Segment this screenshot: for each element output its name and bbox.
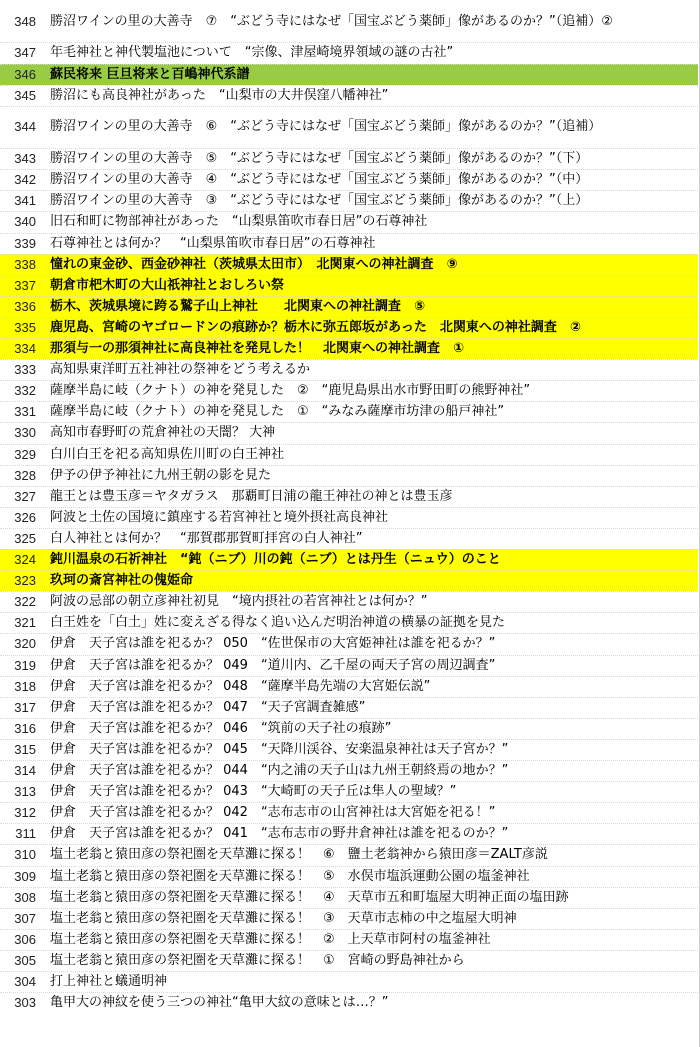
article-title-link[interactable]: 龍王とは豊玉彦＝ヤタガラス 那覇町日浦の龍王神社の神とは豊玉彦 [50,488,453,504]
article-row[interactable] [0,528,698,549]
article-title-link[interactable]: 鹿児島、宮崎のヤゴロードンの痕跡か？栃木に弥五郎坂があった 北関東への神社調査 ② [50,319,581,335]
article-number: 336 [14,298,36,314]
article-number: 311 [15,826,36,842]
row-divider [0,254,698,255]
row-divider [0,211,698,212]
article-row[interactable] [0,317,698,338]
row-divider [0,422,698,423]
article-row[interactable] [0,655,698,676]
article-title-link[interactable]: 旧石和町に物部神社があった “山梨県笛吹市春日居”の石尊神社 [50,214,428,230]
article-row[interactable] [0,169,698,190]
article-row[interactable] [0,760,698,781]
row-divider [0,528,698,529]
row-divider [0,64,698,65]
article-row[interactable] [0,465,698,486]
article-number: 305 [14,952,36,968]
row-divider [0,591,698,592]
article-title-link[interactable]: 塩土老翁と猿田彦の祭祀圏を天草灘に探る！ ① 宮崎の野島神社から [50,952,465,968]
article-title-link[interactable]: 打上神社と蟻通明神 [50,974,168,990]
article-row[interactable] [0,380,698,401]
article-number: 315 [14,741,36,757]
article-title-link[interactable]: 栃木、茨城県境に跨る鷲子山上神社 北関東への神社調査 ⑤ [50,298,426,314]
article-number: 330 [14,425,36,441]
article-title-link[interactable]: 阿波の忌部の朝立彦神社初見 “境内摂社の若宮神社とは何か？” [50,594,428,610]
row-divider [0,612,698,613]
article-row[interactable] [0,296,698,317]
row-divider [0,781,698,782]
article-title-link[interactable]: 伊倉 天子宮は誰を祀るか？ 047 “天子宮調査雑感” [50,699,366,715]
article-number: 326 [14,509,36,525]
row-divider [0,570,698,571]
article-number: 337 [14,277,36,293]
row-divider [0,929,698,930]
article-number: 319 [14,657,36,673]
article-row[interactable] [0,887,698,908]
article-number: 307 [14,910,36,926]
row-divider [0,507,698,508]
article-title-link[interactable]: 塩土老翁と猿田彦の祭祀圏を天草灘に探る！ ④ 天草市五和町塩屋大明神正面の塩田跡 [50,889,569,905]
article-row[interactable] [0,106,698,148]
article-title-link[interactable]: 勝沼ワインの里の大善寺 ④ “ぶどう寺にはなぜ「国宝ぶどう薬師」像があるのか？”（中） [50,172,589,188]
article-row[interactable] [0,971,698,992]
article-row[interactable] [0,422,698,443]
row-divider [0,190,698,191]
article-title-link[interactable]: 伊倉 天子宮は誰を祀るか？ 041 “志布志市の野井倉神社は誰を祀るのか？” [50,826,509,842]
article-row[interactable] [0,781,698,802]
article-title-link[interactable]: 憧れの東金砂、西金砂神社（茨城県太田市） 北関東への神社調査 ⑨ [50,256,458,272]
article-row[interactable] [0,42,698,63]
article-row[interactable] [0,507,698,528]
article-title-link[interactable]: 勝沼ワインの里の大善寺 ③ “ぶどう寺にはなぜ「国宝ぶどう薬師」像があるのか？”（上） [50,193,589,209]
row-divider [0,992,698,993]
article-title-link[interactable]: 薩摩半島に岐（クナト）の神を発見した ② “鹿児島県出水市野田町の熊野神社” [50,383,531,399]
article-title-link[interactable]: 伊倉 天子宮は誰を祀るか？ 045 “天降川渓谷、安楽温泉神社は天子宮か？” [50,741,509,757]
row-divider [0,106,698,107]
article-number: 321 [14,615,36,631]
article-row[interactable] [0,549,698,570]
row-divider [0,359,698,360]
row-divider [0,465,698,466]
article-title-link[interactable]: 那須与一の那須神社に高良神社を発見した！ 北関東への神社調査 ① [50,341,465,357]
article-title-link[interactable]: 塩土老翁と猿田彦の祭祀圏を天草灘に探る！ ⑤ 水俣市塩浜運動公園の塩釜神社 [50,868,530,884]
row-divider [0,718,698,719]
row-divider [0,739,698,740]
article-title-link[interactable]: 白王姓を「白土」姓に変えざる得なく追い込んだ明治神道の横暴の証拠を見た [50,615,506,631]
article-row[interactable] [0,612,698,633]
article-number: 317 [14,699,36,715]
article-number: 347 [14,45,36,61]
article-title-link[interactable]: 塩土老翁と猿田彦の祭祀圏を天草灘に探る！ ② 上天草市阿村の塩釜神社 [50,931,491,947]
article-title-link[interactable]: 高知市春野町の荒倉神社の天闇？ 大神 [50,425,276,441]
article-row[interactable] [0,591,698,612]
article-number: 342 [14,172,36,188]
article-number: 316 [14,720,36,736]
row-divider [0,380,698,381]
article-number: 303 [14,995,36,1011]
article-row[interactable] [0,148,698,169]
row-divider [0,697,698,698]
article-row[interactable] [0,359,698,380]
row-divider [0,866,698,867]
row-divider [0,802,698,803]
article-title-link[interactable]: 朝倉市杷木町の大山祇神社とおしろい祭 [50,277,285,293]
article-title-link[interactable]: 勝沼ワインの里の大善寺 ⑦ “ぶどう寺にはなぜ「国宝ぶどう薬師」像があるのか？”（追補）② [50,13,613,29]
article-title-link[interactable]: 勝沼にも高良神社があった “山梨市の大井俣窪八幡神社” [50,87,389,103]
row-divider [0,486,698,487]
row-divider [0,823,698,824]
article-title-link[interactable]: 伊倉 天子宮は誰を祀るか？ 044 “内之浦の天子山は九州王朝終焉の地か？” [50,763,509,779]
article-number: 332 [14,383,36,399]
article-number: 327 [14,488,36,504]
article-title-link[interactable]: 石尊神社とは何か？ “山梨県笛吹市春日居”の石尊神社 [50,235,376,251]
article-number: 329 [14,446,36,462]
article-number: 312 [14,805,36,821]
row-divider [0,760,698,761]
article-number: 320 [14,636,36,652]
article-title-link[interactable]: 伊倉 天子宮は誰を祀るか？ 049 “道川内、乙千屋の両天子宮の周辺調査” [50,657,496,673]
article-number: 314 [14,763,36,779]
article-row[interactable] [0,211,698,232]
article-title-link[interactable]: 勝沼ワインの里の大善寺 ⑥ “ぶどう寺にはなぜ「国宝ぶどう薬師」像があるのか？”（追補） [50,119,602,135]
article-row[interactable] [0,908,698,929]
article-row[interactable] [0,802,698,823]
article-row[interactable] [0,739,698,760]
row-divider [0,296,698,297]
article-title-link[interactable]: 高知県東洋町五社神社の祭神をどう考えるか [50,362,311,378]
row-divider [0,676,698,677]
article-title-link[interactable]: 伊倉 天子宮は誰を祀るか？ 048 “薩摩半島先端の大宮姫伝説” [50,678,431,694]
article-number: 344 [14,119,36,135]
row-divider [0,148,698,149]
article-number: 324 [14,552,36,568]
row-divider [0,317,698,318]
article-number: 345 [14,87,36,103]
article-title-link[interactable]: 伊倉 天子宮は誰を祀るか？ 043 “大崎町の天子丘は隼人の聖域？” [50,784,457,800]
article-title-link[interactable]: 伊倉 天子宮は誰を祀るか？ 046 “筑前の天子社の痕跡” [50,720,392,736]
article-number: 308 [14,889,36,905]
row-divider [0,887,698,888]
article-number: 313 [14,784,36,800]
article-title-link[interactable]: 鈍川温泉の石祈神社 “鈍（ニブ）川の鈍（ニブ）とは丹生（ニュウ）のこと [50,552,501,568]
article-number: 310 [14,847,36,863]
article-number: 318 [14,678,36,694]
article-number: 306 [14,931,36,947]
row-divider [0,549,698,550]
article-row[interactable] [0,64,698,85]
article-title-link[interactable]: 伊倉 天子宮は誰を祀るか？ 050 “佐世保市の大宮姫神社は誰を祀るか？” [50,636,496,652]
article-number: 340 [14,214,36,230]
article-row[interactable] [0,444,698,465]
article-row[interactable] [0,0,698,42]
article-title-link[interactable]: 年毛神社と神代製塩池について “宗像、津屋崎境界領域の謎の古社” [50,45,454,61]
article-title-link[interactable]: 勝沼ワインの里の大善寺 ⑤ “ぶどう寺にはなぜ「国宝ぶどう薬師」像があるのか？”（下） [50,151,589,167]
article-number: 348 [14,13,36,29]
row-divider [0,401,698,402]
article-number: 341 [14,193,36,209]
article-title-link[interactable]: 蘇民将来 巨旦将来と百嶋神代系譜 [50,66,250,82]
article-number: 333 [14,362,36,378]
article-number: 325 [14,530,36,546]
article-row[interactable] [0,190,698,211]
article-title-link[interactable]: 塩土老翁と猿田彦の祭祀圏を天草灘に探る！ ③ 天草市志柿の中之塩屋大明神 [50,910,517,926]
article-number: 346 [14,66,36,82]
article-row[interactable] [0,275,698,296]
article-row[interactable] [0,718,698,739]
article-title-link[interactable]: 伊倉 天子宮は誰を祀るか？ 042 “志布志市の山宮神社は大宮姫を祀る！” [50,805,496,821]
article-title-link[interactable]: 亀甲大の神紋を使う三つの神社“亀甲大紋の意味とは…？” [50,995,389,1011]
row-divider [0,844,698,845]
article-title-link[interactable]: 阿波と土佐の国境に鎮座する若宮神社と境外摂社高良神社 [50,509,389,525]
row-divider [0,85,698,86]
article-title-link[interactable]: 白人神社とは何か？ “那賀郡那賀町拝宮の白人神社” [50,530,363,546]
article-number: 328 [14,467,36,483]
article-title-link[interactable]: 玖珂の斎宮神社の傀姫命 [50,573,194,589]
row-divider [0,338,698,339]
article-row[interactable] [0,697,698,718]
article-number: 334 [14,341,36,357]
article-title-link[interactable]: 伊予の伊予神社に九州王朝の影を見た [50,467,272,483]
article-number: 323 [14,573,36,589]
row-divider [0,950,698,951]
row-divider [0,655,698,656]
article-row[interactable] [0,950,698,971]
article-number: 335 [14,319,36,335]
row-divider [0,444,698,445]
article-number: 343 [14,151,36,167]
article-number: 309 [14,868,36,884]
article-number: 322 [14,594,36,610]
article-row[interactable] [0,486,698,507]
article-row[interactable] [0,676,698,697]
row-divider [0,233,698,234]
article-row[interactable] [0,633,698,654]
row-divider [0,169,698,170]
article-row[interactable] [0,338,698,359]
row-divider [0,633,698,634]
article-row[interactable] [0,570,698,591]
article-row[interactable] [0,401,698,422]
article-row[interactable] [0,85,698,106]
row-divider [0,275,698,276]
article-row[interactable] [0,823,698,844]
article-row[interactable] [0,233,698,254]
article-number: 331 [14,404,36,420]
article-title-link[interactable]: 白川白王を祀る高知県佐川町の白王神社 [50,446,285,462]
row-divider [0,42,698,43]
article-row[interactable] [0,866,698,887]
article-row[interactable] [0,929,698,950]
article-title-link[interactable]: 塩土老翁と猿田彦の祭祀圏を天草灘に探る！ ⑥ 鹽土老翁神から猿田彦＝ZALT彦説 [50,847,548,863]
article-number: 304 [14,974,36,990]
article-title-link[interactable]: 薩摩半島に岐（クナト）の神を発見した ① “みなみ薩摩市坊津の船戸神社” [50,404,505,420]
row-divider [0,971,698,972]
article-row[interactable] [0,844,698,865]
article-number: 338 [14,256,36,272]
article-row[interactable] [0,254,698,275]
row-divider [0,908,698,909]
article-number: 339 [14,235,36,251]
article-row[interactable] [0,992,698,1013]
